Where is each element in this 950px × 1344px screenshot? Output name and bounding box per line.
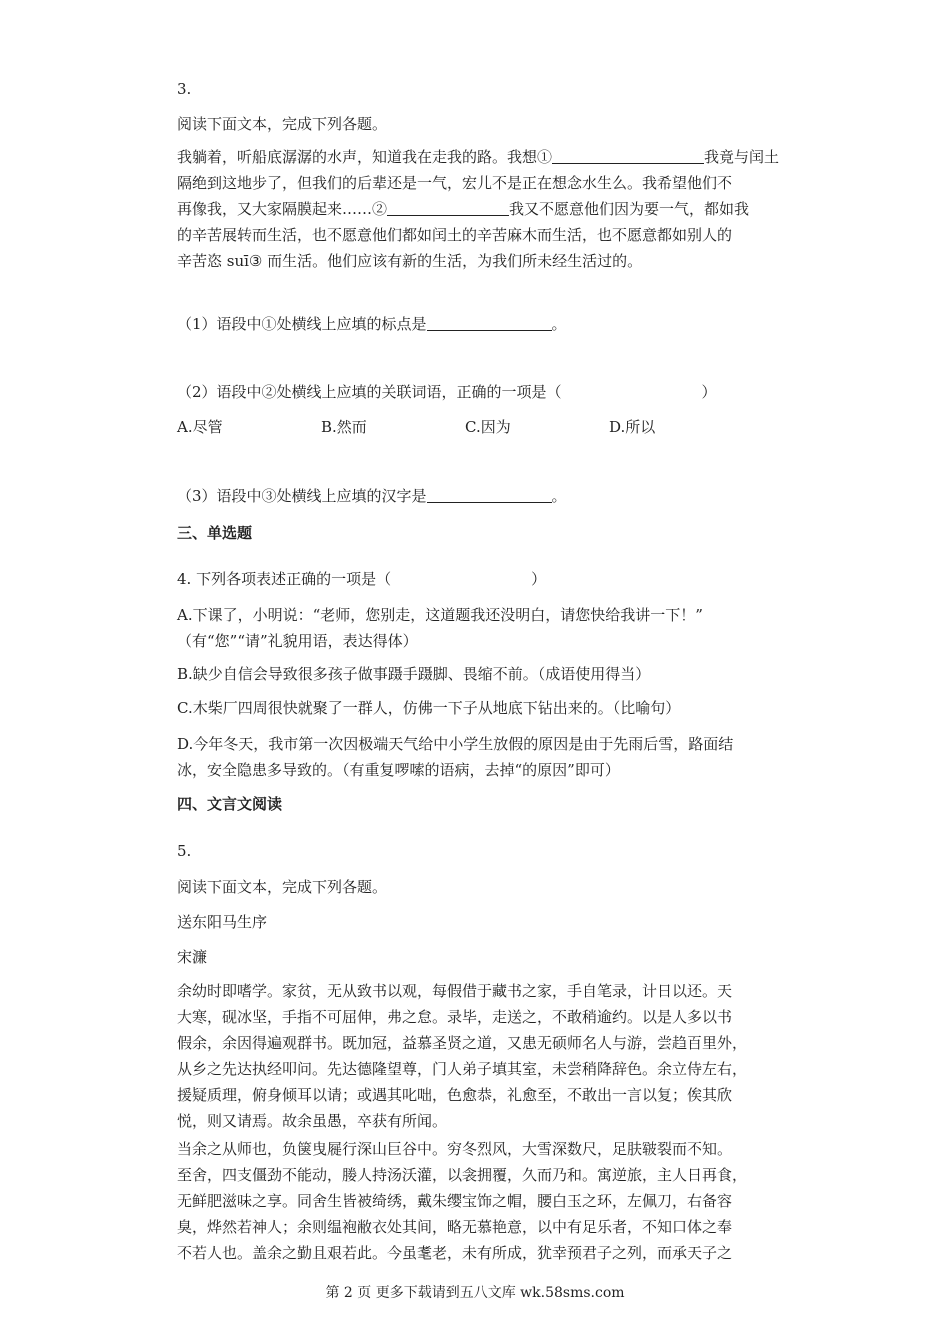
passage-paragraph-2: 当余之从师也，负箧曳屣行深山巨谷中。穷冬烈风，大雪深数尺，足肤皲裂而不知。 至舍，四支僵劲不能动，媵人持汤沃灌，以衾拥覆，久而乃和。寓逆旅，主人日再食， 无鲜肥滋味之享。同舍生皆被绮绣，戴朱缨宝饰之帽，腰白玉之环，左佩刀，右备容 臭，烨然若神人；余则缊袍敝衣处其间，略无慕艳意，以中有足乐者，不知口体之奉 不若人也。盖余之勤且艰若此。今虽耄老，未有所成，犹幸预君子之列，而承天子之 bbox=[177, 1140, 748, 1262]
answer-blank-1 bbox=[427, 314, 552, 331]
question-4-option-a: A.下课了，小明说：“老师，您别走，这道题我还没明白，请您快给我讲一下！” （有“您”“请”礼貌用语，表达得体） bbox=[177, 606, 703, 650]
page-footer: 第 2 页 更多下载请到五八文库 wk.58sms.com bbox=[325, 1285, 625, 1301]
option-b: B.然而 bbox=[321, 418, 367, 436]
passage-line: 隔绝到这地步了，但我们的后辈还是一气，宏儿不是正在想念水生么。我希望他们不 bbox=[177, 174, 733, 192]
question-3-instruction: 阅读下面文本，完成下列各题。 bbox=[177, 115, 388, 133]
passage-line: 再像我，又大家隔膜起来……② 我又不愿意他们因为要一气，都如我 bbox=[177, 200, 750, 218]
passage-line: 的辛苦展转而生活，也不愿意他们都如闰土的辛苦麻木而生活，也不愿意都如别人的 bbox=[177, 226, 733, 244]
passage-title: 送东阳马生序 bbox=[177, 913, 268, 931]
blank-2 bbox=[387, 199, 509, 216]
question-3-sub-1: （1）语段中①处横线上应填的标点是 。 bbox=[177, 315, 567, 333]
section-heading-single-choice: 三、单选题 bbox=[177, 524, 253, 542]
section-heading-classical-chinese: 四、文言文阅读 bbox=[177, 795, 283, 813]
passage-line: 我躺着，听船底潺潺的水声，知道我在走我的路。我想① 我竟与闰土 bbox=[177, 148, 780, 166]
question-3-sub-2: （2）语段中②处横线上应填的关联词语，正确的一项是（ ） bbox=[177, 383, 717, 401]
passage-author: 宋濂 bbox=[177, 948, 208, 966]
question-5-number: 5. bbox=[177, 842, 192, 860]
question-4-option-c: C.木柴厂四周很快就聚了一群人，仿佛一下子从地底下钻出来的。（比喻句） bbox=[177, 699, 681, 717]
question-4-option-d: D.今年冬天，我市第一次因极端天气给中小学生放假的原因是由于先雨后雪，路面结 冰，安全隐患多导致的。（有重复啰嗦的语病，去掉“的原因”即可） bbox=[177, 735, 734, 779]
question-3-sub-3: （3）语段中③处横线上应填的汉字是 。 bbox=[177, 487, 567, 505]
passage-paragraph-1: 余幼时即嗜学。家贫，无从致书以观，每假借于藏书之家，手自笔录，计日以还。天 大寒，砚冰坚，手指不可屈伸，弗之怠。录毕，走送之，不敢稍逾约。以是人多以书 假余，余因得遍观群书。既加冠，益慕圣贤之道，又患无硕师名人与游，尝趋百里外， 从乡之先达执经叩问。先达德隆望尊，门人弟子填其室，未尝稍降辞色。余立侍左右， 援疑质理，俯身倾耳以请；或遇其叱咄，色愈恭，礼愈至，不敢出一言以复；俟其欣 悦，则又请焉。故余虽愚，卒获有所闻。 bbox=[177, 982, 748, 1130]
question-3-number: 3. bbox=[177, 80, 192, 98]
option-a: A.尽管 bbox=[177, 418, 223, 436]
passage-line: 辛苦恣 suī③ 而生活。他们应该有新的生活，为我们所未经生活过的。 bbox=[177, 252, 643, 270]
question-5-instruction: 阅读下面文本，完成下列各题。 bbox=[177, 878, 388, 896]
question-4-option-b: B.缺少自信会导致很多孩子做事蹑手蹑脚、畏缩不前。（成语使用得当） bbox=[177, 665, 651, 683]
blank-1 bbox=[552, 147, 704, 164]
option-d: D.所以 bbox=[609, 418, 656, 436]
question-3-passage bbox=[177, 144, 807, 274]
question-4-stem: 4. 下列各项表述正确的一项是（ ） bbox=[177, 570, 547, 588]
option-c: C.因为 bbox=[465, 418, 511, 436]
answer-blank-3 bbox=[427, 486, 552, 503]
